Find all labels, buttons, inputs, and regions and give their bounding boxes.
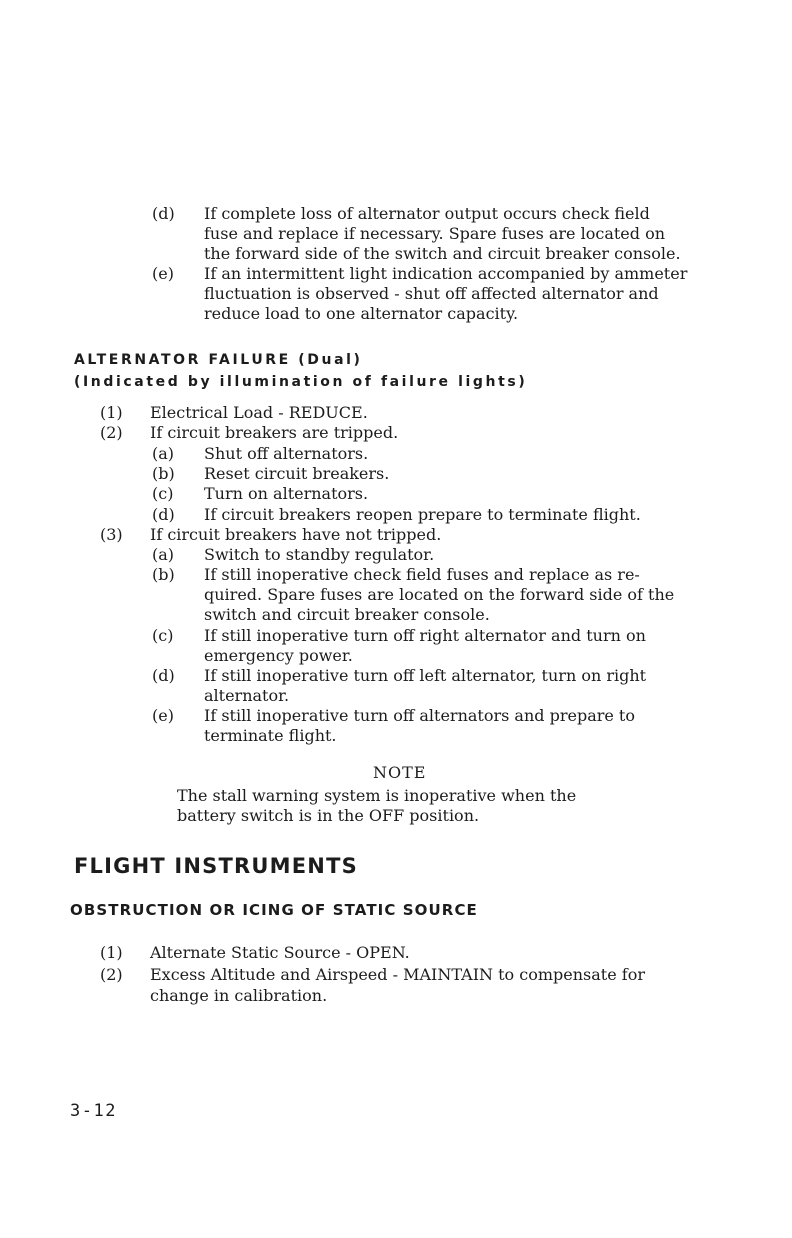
- substep-label: (a): [152, 444, 175, 463]
- substep-text: Reset circuit breakers.: [204, 464, 390, 483]
- substep-text: If still inoperative check field fuses and replace as re-: [204, 565, 640, 584]
- substep-text: emergency power.: [204, 646, 353, 665]
- alternator-failure-subheading: (Indicated by illumination of failure lights): [74, 374, 528, 390]
- item-text: the forward side of the switch and circuit breaker console.: [204, 244, 681, 263]
- substep-text: switch and circuit breaker console.: [204, 605, 490, 624]
- flight-instruments-heading: FLIGHT INSTRUMENTS: [74, 854, 358, 878]
- substep-text: quired. Spare fuses are located on the forward side of the: [204, 585, 675, 604]
- substep-text: Shut off alternators.: [204, 444, 369, 463]
- substep-label: (b): [152, 565, 175, 584]
- substep-text: If still inoperative turn off right alternator and turn on: [204, 626, 646, 645]
- substep-text: terminate flight.: [204, 726, 337, 745]
- substep-text: If circuit breakers reopen prepare to terminate flight.: [204, 505, 641, 524]
- item-text: If complete loss of alternator output occurs check field: [204, 204, 650, 223]
- substep-label: (d): [152, 505, 175, 524]
- step-label: (1): [100, 943, 123, 962]
- substep-text: Switch to standby regulator.: [204, 545, 435, 564]
- substep-label: (d): [152, 666, 175, 685]
- step-label: (2): [100, 423, 123, 442]
- substep-text: Turn on alternators.: [204, 484, 369, 503]
- item-text: reduce load to one alternator capacity.: [204, 304, 519, 323]
- alternator-failure-heading: ALTERNATOR FAILURE (Dual): [74, 352, 363, 368]
- substep-label: (b): [152, 464, 175, 483]
- substep-label: (c): [152, 484, 174, 503]
- step-label: (3): [100, 525, 123, 544]
- item-text: fluctuation is observed - shut off affected alternator and: [204, 284, 659, 303]
- item-label: (e): [152, 264, 174, 283]
- item-text: If an intermittent light indication accompanied by ammeter: [204, 264, 688, 283]
- substep-text: alternator.: [204, 686, 290, 705]
- substep-text: If still inoperative turn off left alternator, turn on right: [204, 666, 647, 685]
- item-text: fuse and replace if necessary. Spare fuses are located on: [204, 224, 666, 243]
- step-text: Alternate Static Source - OPEN.: [150, 943, 410, 962]
- substep-label: (a): [152, 545, 175, 564]
- step-text: If circuit breakers are tripped.: [150, 423, 399, 442]
- step-label: (2): [100, 965, 123, 984]
- step-label: (1): [100, 403, 123, 422]
- step-text: Excess Altitude and Airspeed - MAINTAIN to compensate for: [150, 965, 645, 984]
- step-text: If circuit breakers have not tripped.: [150, 525, 442, 544]
- substep-text: If still inoperative turn off alternators and prepare to: [204, 706, 635, 725]
- static-source-subheading: OBSTRUCTION OR ICING OF STATIC SOURCE: [70, 901, 478, 919]
- note-heading: NOTE: [373, 763, 427, 782]
- note-text: battery switch is in the OFF position.: [177, 806, 480, 825]
- note-text: The stall warning system is inoperative when the: [177, 786, 577, 805]
- step-text: change in calibration.: [150, 986, 328, 1005]
- substep-label: (e): [152, 706, 174, 725]
- item-label: (d): [152, 204, 175, 223]
- substep-label: (c): [152, 626, 174, 645]
- page-number: 3-12: [70, 1101, 117, 1121]
- step-text: Electrical Load - REDUCE.: [150, 403, 368, 422]
